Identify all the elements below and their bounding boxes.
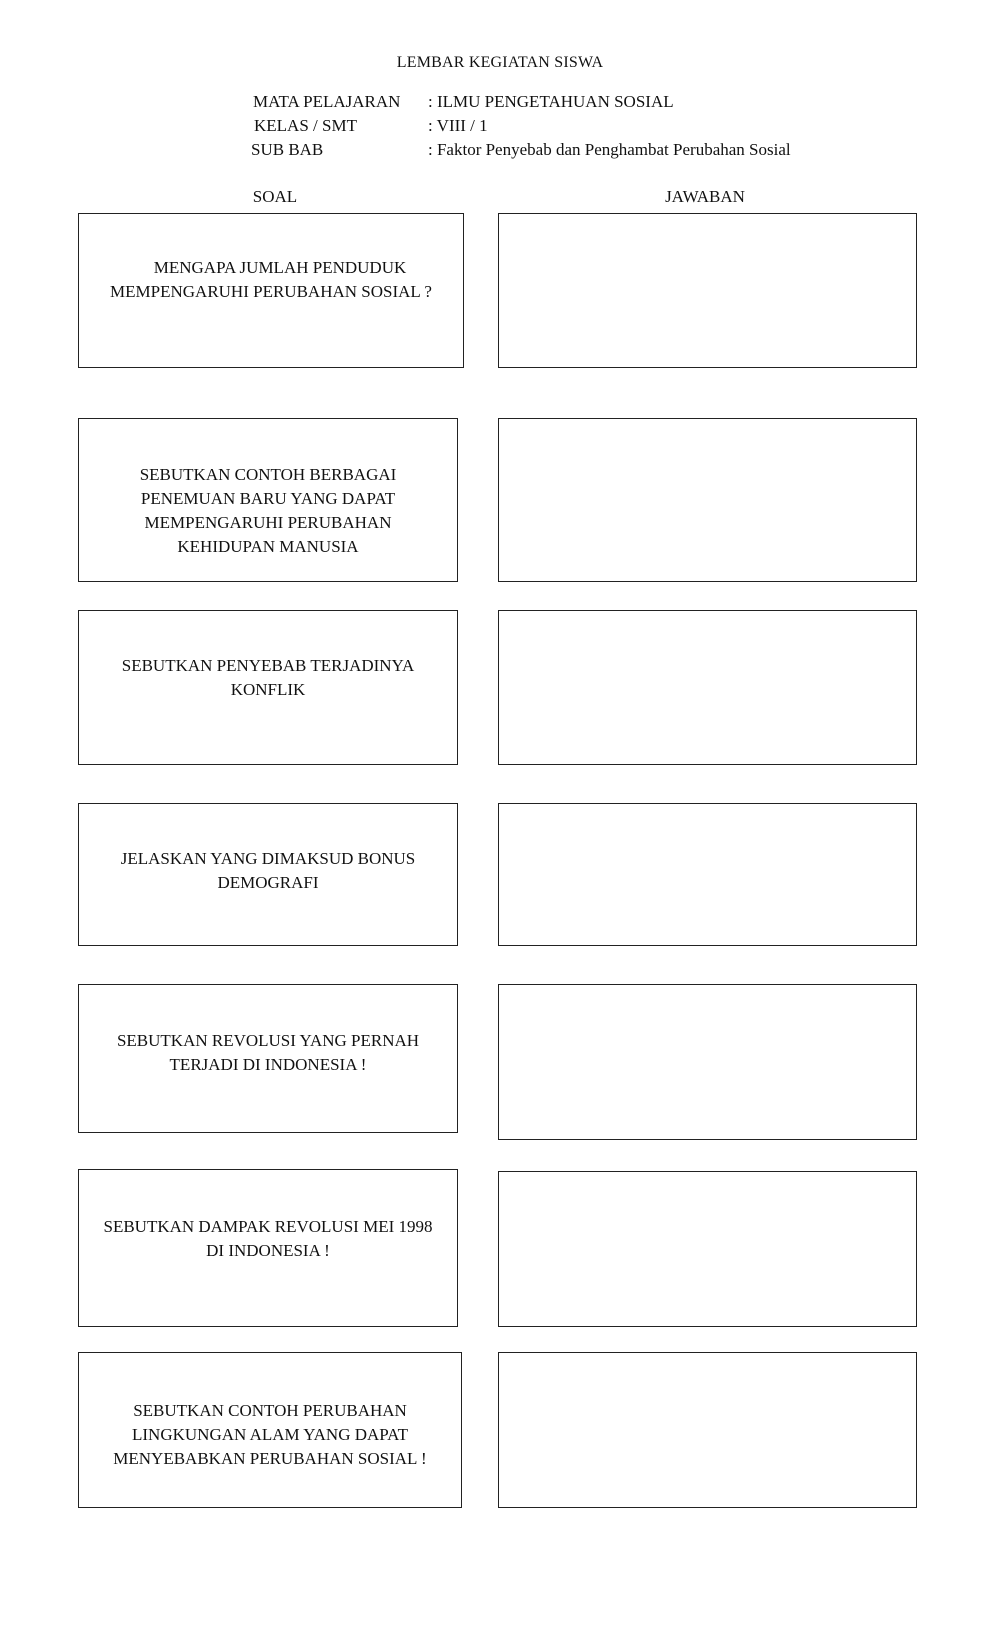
question-line: SEBUTKAN PENYEBAB TERJADINYA <box>121 656 415 675</box>
question-box <box>78 803 458 946</box>
question-box <box>78 418 458 582</box>
question-line: MEMPENGARUHI PERUBAHAN SOSIAL ? <box>110 282 432 301</box>
question-box <box>78 610 458 765</box>
question-line: KONFLIK <box>230 680 306 699</box>
question-line: MENYEBABKAN PERUBAHAN SOSIAL ! <box>113 1449 427 1468</box>
question-box <box>78 1169 458 1327</box>
meta-label-class: KELAS / SMT <box>254 116 357 135</box>
column-header-answer: JAWABAN <box>665 187 745 206</box>
question-line: TERJADI DI INDONESIA ! <box>169 1055 367 1074</box>
answer-field[interactable] <box>498 610 917 765</box>
question-line: SEBUTKAN DAMPAK REVOLUSI MEI 1998 <box>103 1217 433 1236</box>
answer-field[interactable] <box>498 1171 917 1327</box>
question-box <box>78 1352 462 1508</box>
question-line: JELASKAN YANG DIMAKSUD BONUS <box>120 849 416 868</box>
question-line: SEBUTKAN CONTOH BERBAGAI <box>139 465 397 484</box>
meta-value-subchapter: : Faktor Penyebab dan Penghambat Perubahan Sosial <box>428 140 791 159</box>
answer-field[interactable] <box>498 213 917 368</box>
question-line: KEHIDUPAN MANUSIA <box>177 537 359 556</box>
answer-field[interactable] <box>498 418 917 582</box>
question-line: DI INDONESIA ! <box>206 1241 330 1260</box>
question-line: LINGKUNGAN ALAM YANG DAPAT <box>132 1425 408 1444</box>
meta-label-subchapter: SUB BAB <box>251 140 324 159</box>
question-box <box>78 213 464 368</box>
answer-field[interactable] <box>498 1352 917 1508</box>
question-line: DEMOGRAFI <box>217 873 319 892</box>
meta-label-subject: MATA PELAJARAN <box>253 92 401 111</box>
question-line: SEBUTKAN REVOLUSI YANG PERNAH <box>116 1031 420 1050</box>
meta-value-class: : VIII / 1 <box>428 116 488 135</box>
answer-field[interactable] <box>498 984 917 1140</box>
question-box <box>78 984 458 1133</box>
page-title: LEMBAR KEGIATAN SISWA <box>396 54 604 71</box>
column-header-question: SOAL <box>252 187 298 206</box>
question-line: MEMPENGARUHI PERUBAHAN <box>144 513 392 532</box>
question-line: PENEMUAN BARU YANG DAPAT <box>140 489 396 508</box>
answer-field[interactable] <box>498 803 917 946</box>
meta-value-subject: : ILMU PENGETAHUAN SOSIAL <box>428 92 674 111</box>
question-line: SEBUTKAN CONTOH PERUBAHAN <box>133 1401 407 1420</box>
question-line: MENGAPA JUMLAH PENDUDUK <box>153 258 407 277</box>
